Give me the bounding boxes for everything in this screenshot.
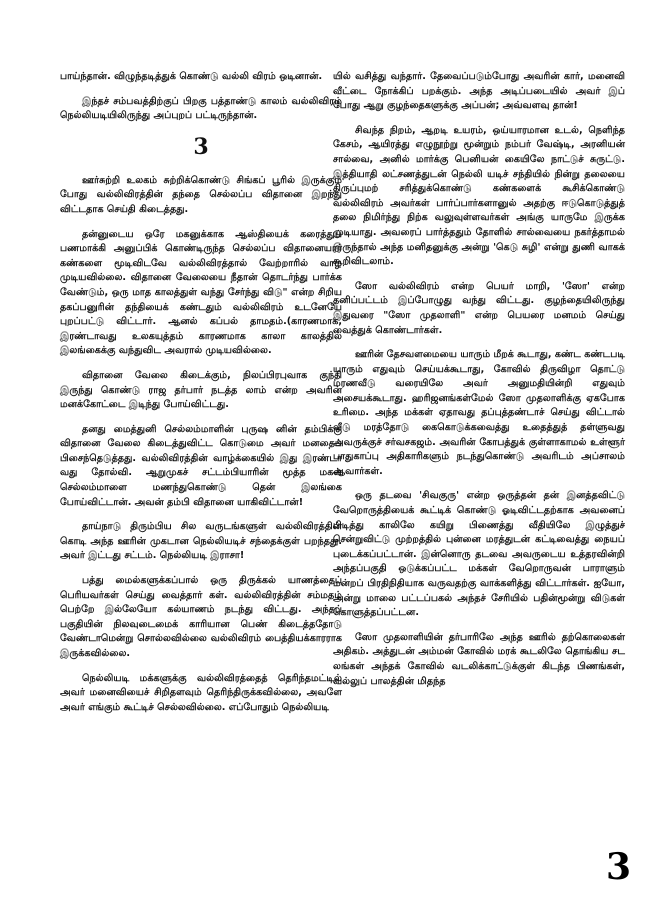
paragraph: தன்னுடைய ஒரே மகனுக்காக ஆஸ்தியைக் கரைத்துப் பணமாக்கி அனுப்பிக் கொண்டிருந்த செல்லப்ப விதானையார் கண்களை மூடிவிடவே வல்லிவிரத்தால் வேற்றாரில் வாழ முடியவில்லை. விதானை வேலையை நீதான் தொடர்ந்து பார்க்க வேண்டும், ஒரு மாத காலத்துள் வந்து சேர்ந்து விடு" என்ற சிறிய தகப்பனுரின் தந்தியைக் கண்டதும் வல்லிவிரம் உடனேயே புறப்பட்டு விட்டார். ஆனல் கப்பல் தாமதம்.(காரணமாக, இரண்டாவது உலகயுத்தம் காரணமாக காலா காலத்தில் இலங்கைக்கு வந்துவிட அவரால் முடியவில்லை. [60,228,342,357]
right-column [333,70,625,699]
paragraph: ஊரின் தேசவளமையை யாரும் மீறக் கூடாது, கண்ட கண்டபடி யாரும் எதுவும் செய்யக்கூடாது, கோவில் திருவிழா தொட்டு மரணவீடு வரையிலே அவர் அனுமதியின்றி எதுவும் அசையக்கூடாது. ஹரிஜனங்கள்மேல் ஸோ முதலாளிக்கு ஏகபோக உரிமை. அந்த மக்கள் ஏதாவது தப்புத்தண்டாச் செய்து விட்டால் வீடு மரத்தோடு கைகொடுக்கவைத்து உதைத்துத் தள்ளுவது அவருக்குச் சர்வசகஜம். அவரின் கோபத்துக் குள்ளாகாமல் உள்ளூர் பாதுகாப்பு அதிகாரிகளும் நடந்துகொண்டு அவரிடம் அப்சாலம் ஆவார்கள். [333,349,625,477]
paragraph: தனது மைத்துனி செல்லம்மாளின் புருஷ னின் தம்பிக்கு விதானை வேலை கிடைத்துவிட்ட கொடுமை அவர் மனதைப் பிசைந்தெடுத்தது. வல்லிவிரத்தின் வாழ்க்கையில் இது இரண்டா வது தோல்வி. ஆறுமுகச் சட்டம்பியாரின் மூத்த மகள் செல்லம்மாளை மணந்துகொண்டு தென் இலங்கை போய்விட்டான். அவன் தம்பி விதானை யாகிவிட்டான்! [60,423,342,508]
page-number: 3 [605,846,631,888]
paragraph: ஸோ வல்லிவிரம் என்ற பெயர் மாறி, 'ஸோ' என்ற தனிப்பட்டம் இப்போழுது வந்து விட்டது. குழந்தையிலிருந்து இதுவரை "ஸோ முதலாளி" என்ற பெயரை மனமம் செய்து வைத்துக் கொண்டார்கள். [333,280,625,336]
section-number: 3 [193,133,209,160]
left-column [60,70,342,725]
paragraph: ஒரு தடவை 'சிவகுரு' என்ற ஒருத்தன் தன் இனத்தவிட்டு வேறொருத்தியைக் கூட்டிக் கொண்டு ஓடிவிட்டதற்காக அவனைப் பிடித்து காலிலே கயிறு பிணைத்து வீதியிலே இழுத்துச் சென்றுவிட்டு முற்றத்தில் புன்னை மரத்துடன் கட்டிவைத்து நையப் புடைக்கப்பட்டான். இன்னொரு தடவை அவருடைய உத்தரவின்றி அந்தப்பகுதி ஒடுக்கப்பட்ட மக்கள் வேறொருவன் பாராளும் மன்றப் பிரதிநிதியாக வருவதற்கு வாக்களித்து விட்டார்கள். ஐயோ, அன்று மாலை பட்டப்பகல் அந்தச் சேரியில் பதின்மூன்று விடுகள் கொளுத்தப்பட்டன. [333,490,625,619]
paragraph: சிவந்த நிறம், ஆறடி உயரம், ஒய்யாரமான உடல், நெளிந்த கேசம், ஆயிரத்து எழுநூற்று மூன்றும் நம்பர் வேஷ்டி, அரனியன் சால்வை, அனில் மார்க்கு பெனியன் கையிலே நாட்டுச் சுருட்டு. இத்தியாதி லட்சணத்துடன் நெல்லி யடிச் சந்தியில் நின்று தலையை திருப்புமற் சரித்துக்கொண்டு கண்களைக் கூசிக்கொண்டு வல்லிவிரம் அவர்கள் பார்ப்பார்களானுல் அதற்கு ஈடுகொடுத்துத் தலை நிமிர்ந்து நிற்க வலுவுள்ளவர்கள் அங்கு யாருமே இருக்க முடியாது. அவரைப் பார்த்ததும் தோளில் சால்வையை நகர்த்தாமல் இருந்தால் அந்த மனிதனுக்கு அன்று 'கெடு சுழி' என்று துணி வாகக் கூறிவிடலாம். [333,124,625,268]
paragraph: யில் வசித்து வந்தார். தேவைப்படும்போது அவரின் கார், மனைவி வீட்டை நோக்கிப் பறக்கும். அந்த அடிப்படையில் அவர் இப் போது ஆறு குழந்தைகளுக்கு அப்பன்; அவ்வளவு தான்! [333,71,625,112]
paragraph: விதானை வேலை கிடைக்கும், நிலப்பிரபுவாக குந்தி இருந்து கொண்டு ராஜ தர்பார் நடத்த லாம் என்ற அவரின் மனக்கோட்டை இடிந்து போய்விட்டது. [60,369,342,411]
paragraph: பாய்ந்தான். விழுந்தடித்துக் கொண்டு வல்லி விரம் ஒடினான். [60,71,323,82]
paragraph: ஊர்சுற்றி உலகம் சுற்றிக்கொண்டு சிங்கப் பூரில் இருக்கும் போது வல்லிவிரத்தின் தந்தை செல்லப்ப விதானை இறந்து விட்டதாக செய்தி கிடைத்தது. [60,174,342,215]
paragraph: பத்து மைல்களுக்கப்பால் ஒரு திருக்கல் யாணத்தைப் பெரியவர்கள் செய்து வைத்தார் கள். வல்லிவிரத்தின் சம்மதம் பெற்றே இல்லேயோ கல்யாணம் நடந்து விட்டது. அந்தப் பகுதியின் நிலவுடைமைக் காரியான பெண் கிடைத்ததோடு வேண்டாமென்று சொல்லவில்லை வல்லிவிரம் பைத்தியக்காரராக இருக்கவில்லை. [60,575,342,659]
paragraph: ஸோ முதலாளியின் தர்பாரிலே அந்த ஊரில் தற்கொலைகள் அதிகம். அத்துடன் அம்மன் கோவில் மரக் கூடலிலே தொங்கிய சட லங்கள் அந்தக் கோவில் வடலிக்காட்டுக்குள் கிடந்த பிணங்கள், வல்லுப் பாலத்தின் மிதந்த [333,631,625,687]
paragraph: தாய்நாடு திரும்பிய சில வருடங்களுள் வல்லிவிரத்தின் கொடி அந்த ஊரின் முகடான நெல்லியடிச் சந்தைக்குள் பறந்தது. அவர் இட்டது சட்டம். நெல்லியடி இராசா! [60,521,342,562]
paragraph: நெல்லியடி மக்களுக்கு வல்லிவிரத்தைத் தெரிந்தமட்டில் அவர் மனைவியைச் சிறிதளவும் தெரிந்திருக்கவில்லை, அவளே அவர் எங்கும் கூட்டிச் செல்லவில்லை. எப்போதும் நெல்லியடி [60,672,342,713]
paragraph: இந்தச் சம்பவத்திற்குப் பிறகு பத்தாண்டு காலம் வல்லிவிரம் நெல்லியடியிலிருந்து அப்புறப் பட்டிருந்தான். [60,95,342,122]
